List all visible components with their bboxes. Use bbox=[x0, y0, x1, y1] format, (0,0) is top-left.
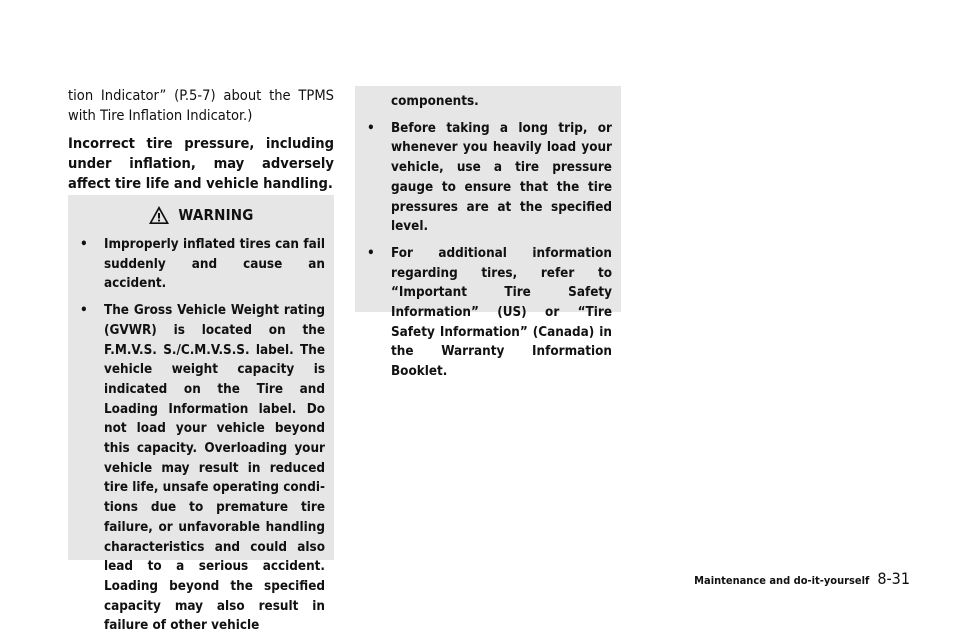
left-column bbox=[68, 86, 334, 194]
warning-item-text: The Gross Vehicle Weight rating (GVWR) is located on the F.M.V.S. S./C.M.V.S.S. label. The vehicle weight capacity is indicated on the Tire and Loading Information label. Do not load your vehicle beyond this capacity. Overloading your vehicle may result in reduced tire life, unsafe operating conditions due to premature tire failure, or unfavorable handling characteristics and could also lead to a serious accident. Loading beyond the specified capacity may also result in failure of other vehicle bbox=[104, 303, 325, 634]
warning-box bbox=[68, 195, 334, 634]
warning-title: WARNING bbox=[178, 206, 254, 224]
bullet: • bbox=[367, 245, 375, 261]
page-footer bbox=[694, 569, 910, 588]
section-title: Maintenance and do-it-yourself bbox=[694, 574, 870, 587]
tire-pressure-note: Incorrect tire pressure, including under inflation, may adversely affect tire life and vehicle handling. bbox=[68, 135, 334, 192]
bullet: • bbox=[80, 303, 88, 319]
warning-item bbox=[77, 301, 325, 636]
warning-item-text: Before taking a long trip, or whenever you heavily load your vehicle, use a tire pressure gauge to ensure that the tire pressures are at the specified level. bbox=[391, 120, 612, 235]
bullet: • bbox=[367, 120, 375, 136]
warning-triangle-icon bbox=[148, 205, 170, 225]
intro-paragraph: tion Indicator” (P.5-7) about the TPMS with Tire Inflation Indicator.) bbox=[68, 87, 334, 124]
warning-heading bbox=[77, 195, 325, 235]
warning-item bbox=[364, 119, 612, 237]
warning-list-continued bbox=[364, 119, 612, 382]
warning-item bbox=[364, 244, 612, 382]
continued-text: components. bbox=[391, 94, 479, 109]
warning-item-text: For additional information regarding tires, refer to “Important Tire Safety Information” (US) or “Tire Safety Information” (Canada) in the Warranty Information Booklet. bbox=[391, 245, 612, 380]
warning-box-continued bbox=[355, 86, 621, 380]
bullet: • bbox=[80, 237, 88, 252]
warning-list bbox=[77, 235, 325, 636]
warning-item-text: Improperly inflated tires can fail suddenly and cause an accident. bbox=[104, 237, 325, 292]
page-number: 8-31 bbox=[877, 569, 910, 588]
warning-item bbox=[77, 235, 325, 294]
